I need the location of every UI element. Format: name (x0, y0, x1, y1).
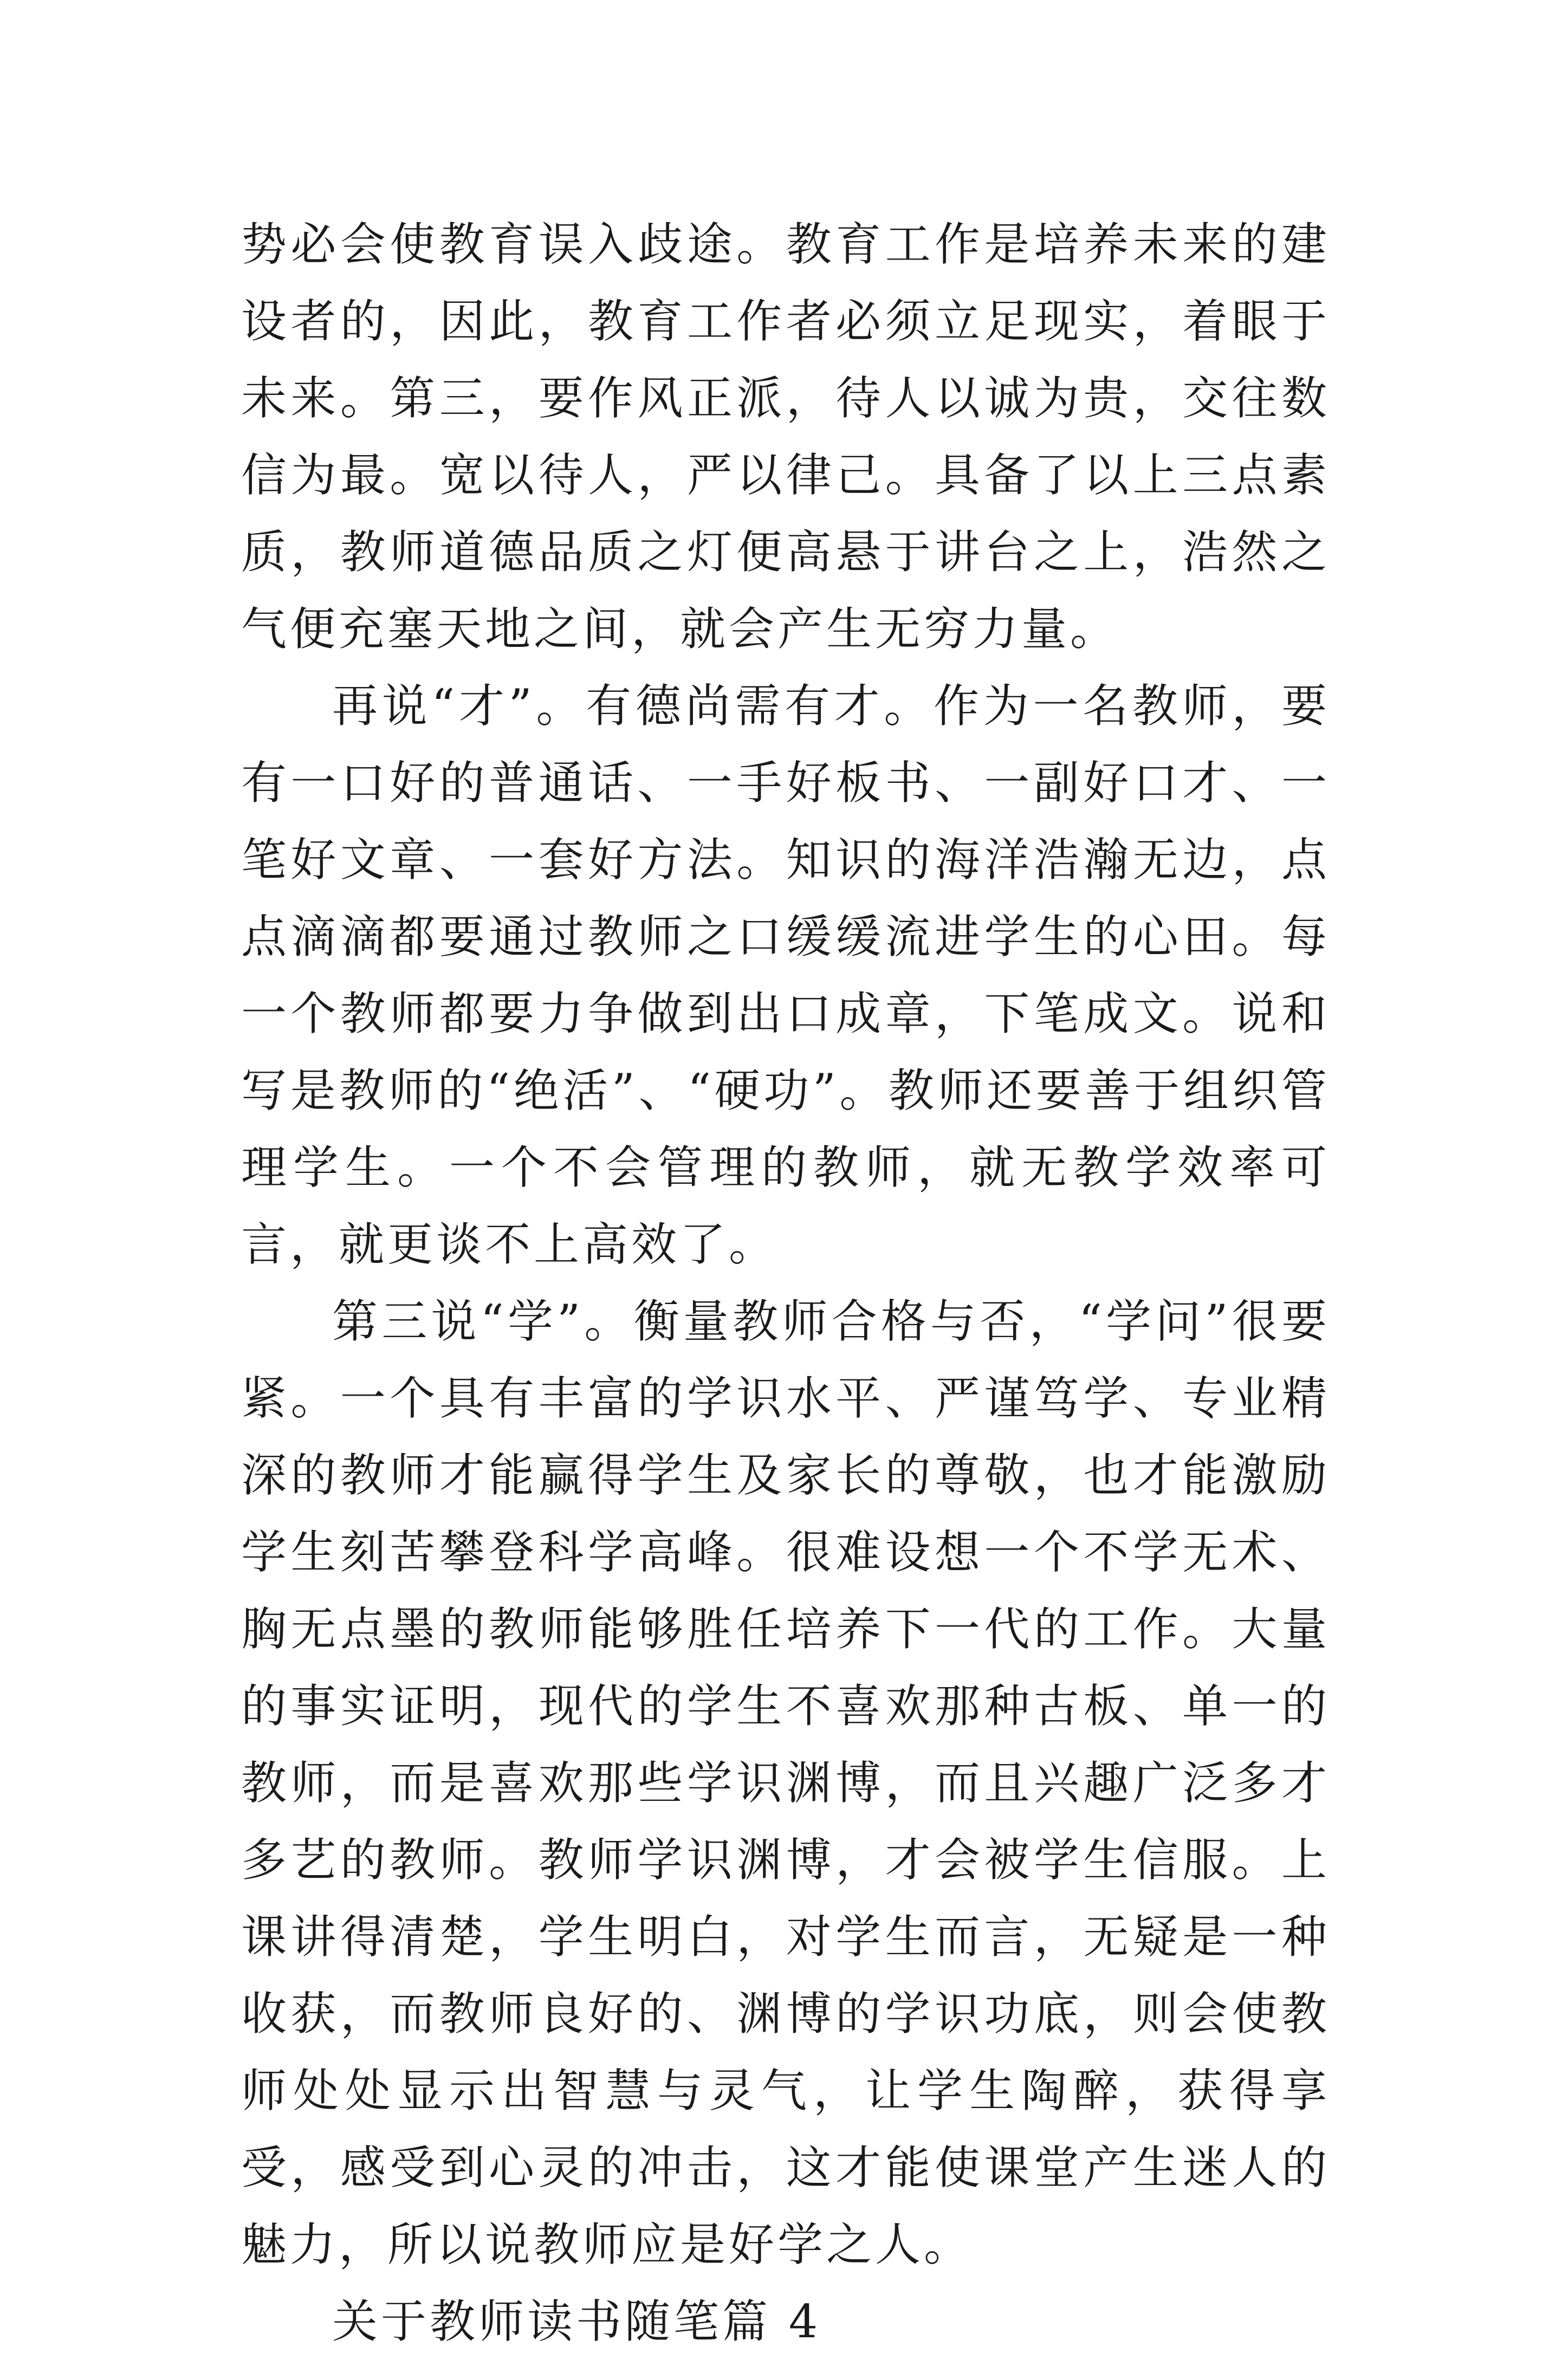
paragraph-2: 再说“才”。有德尚需有才。作为一名教师，要有一口好的普通话、一手好板书、一副好口才、一笔好文章、一套好方法。知识的海洋浩瀚无边，点点滴滴都要通过教师之口缓缓流进学生的心田。每一个教师都要力争做到出口成章，下笔成文。说和写是教师的“绝活”、“硬功”。教师还要善于组织管理学生。一个不会管理的教师，就无教学效率可言，就更谈不上高效了。 (241, 679, 1330, 1271)
paragraph-1: 势必会使教育误入歧途。教育工作是培养未来的建设者的，因此，教育工作者必须立足现实，着眼于未来。第三，要作风正派，待人以诚为贵，交往数信为最。宽以待人，严以律己。具备了以上三点素质，教师道德品质之灯便高悬于讲台之上，浩然之气便充塞天地之间，就会产生无穷力量。 (241, 218, 1330, 656)
section-heading: 关于教师读书随笔篇 4 (332, 2295, 821, 2348)
document-body (241, 206, 1330, 2360)
paragraph-3: 第三说“学”。衡量教师合格与否，“学问”很要紧。一个具有丰富的学识水平、严谨笃学、专业精深的教师才能赢得学生及家长的尊敬，也才能激励学生刻苦攀登科学高峰。很难设想一个不学无术、胸无点墨的教师能够胜任培养下一代的工作。大量的事实证明，现代的学生不喜欢那种古板、单一的教师，而是喜欢那些学识渊博，而且兴趣广泛多才多艺的教师。教师学识渊博，才会被学生信服。上课讲得清楚，学生明白，对学生而言，无疑是一种收获，而教师良好的、渊博的学识功底，则会使教师处处显示出智慧与灵气，让学生陶醉，获得享受，感受到心灵的冲击，这才能使课堂产生迷人的魅力，所以说教师应是好学之人。 (241, 1295, 1330, 2271)
